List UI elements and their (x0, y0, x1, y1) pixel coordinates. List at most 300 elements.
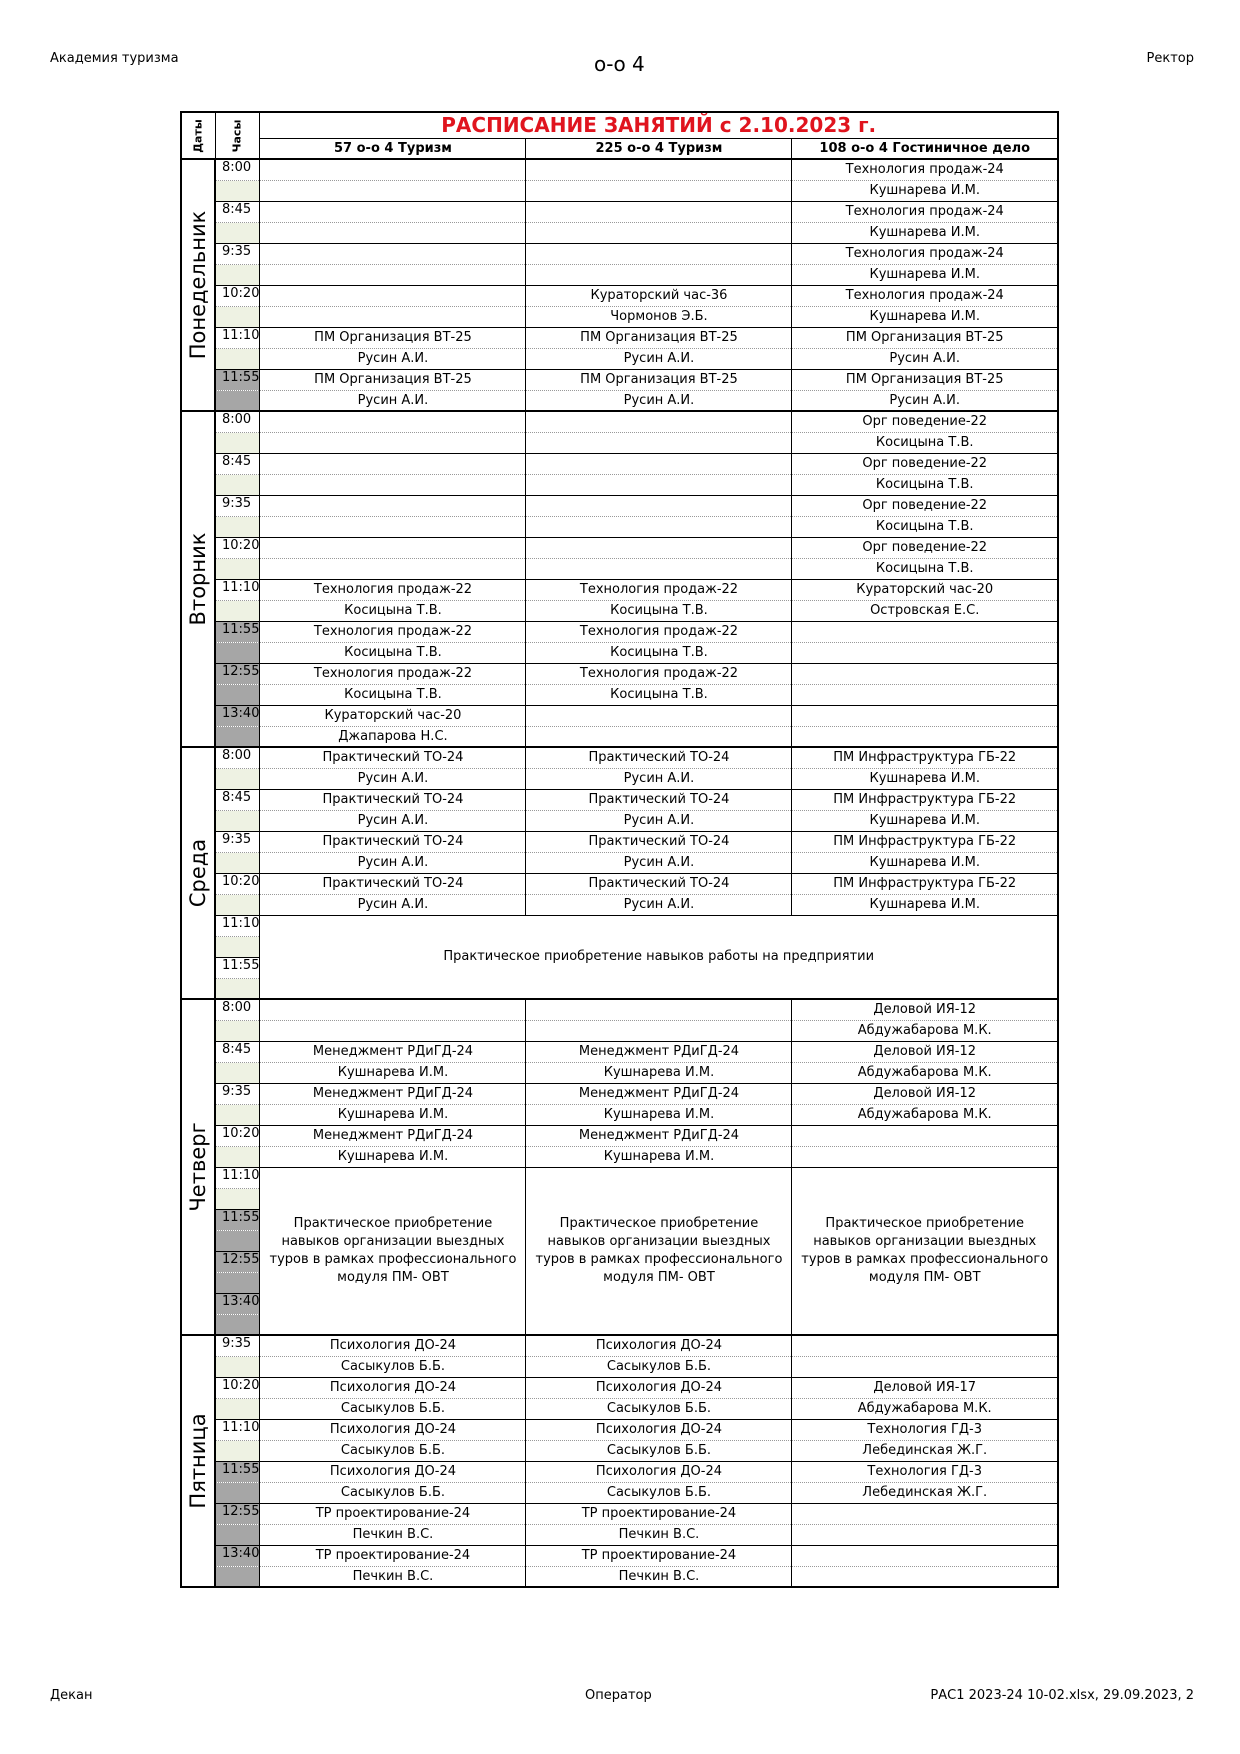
subject-cell (526, 537, 792, 558)
schedule-row (181, 369, 1058, 390)
schedule-row (181, 789, 1058, 810)
time-cell: 12:55 (215, 663, 260, 684)
teacher-cell: Чормонов Э.Б. (526, 306, 792, 327)
subject-cell: Практический ТО-24 (260, 831, 526, 852)
teacher-cell: Абдужабарова М.К. (792, 1398, 1058, 1419)
schedule-row (181, 432, 1058, 453)
time-cell: 11:10 (215, 579, 260, 600)
schedule-row (181, 1104, 1058, 1125)
schedule-row (181, 705, 1058, 726)
day-name: Пятница (186, 1413, 210, 1509)
time-cell-blank (215, 1356, 260, 1377)
time-cell-blank (215, 852, 260, 873)
group-header: 225 о-о 4 Туризм (526, 138, 792, 159)
time-cell: 12:55 (215, 1251, 260, 1272)
time-cell-blank (215, 1566, 260, 1587)
schedule-row (181, 222, 1058, 243)
time-cell-blank (215, 1524, 260, 1545)
time-cell-blank (215, 558, 260, 579)
time-cell: 8:45 (215, 1041, 260, 1062)
teacher-cell: Русин А.И. (792, 348, 1058, 369)
teacher-cell: Косицына Т.В. (526, 600, 792, 621)
time-cell-blank (215, 1062, 260, 1083)
subject-cell: Практический ТО-24 (526, 747, 792, 768)
time-cell-blank (215, 1314, 260, 1335)
schedule-row (181, 1356, 1058, 1377)
teacher-cell: Косицына Т.В. (526, 642, 792, 663)
teacher-cell (526, 264, 792, 285)
teacher-cell (792, 1524, 1058, 1545)
subject-cell: ПМ Организация ВТ-25 (526, 327, 792, 348)
time-cell: 8:00 (215, 999, 260, 1020)
schedule-row (181, 1020, 1058, 1041)
time-cell-blank (215, 810, 260, 831)
subject-cell: Психология ДО-24 (260, 1335, 526, 1356)
time-cell: 9:35 (215, 495, 260, 516)
schedule-row (181, 1125, 1058, 1146)
teacher-cell: Кушнарева И.М. (792, 894, 1058, 915)
time-cell-blank (215, 1398, 260, 1419)
subject-cell (526, 243, 792, 264)
teacher-cell (526, 180, 792, 201)
teacher-cell: Русин А.И. (260, 810, 526, 831)
header-center: о-о 4 (594, 52, 645, 76)
schedule-row (181, 1419, 1058, 1440)
subject-cell: Практический ТО-24 (526, 873, 792, 894)
time-cell-blank (215, 1272, 260, 1293)
schedule-row (181, 516, 1058, 537)
subject-cell: ПМ Инфраструктура ГБ-22 (792, 831, 1058, 852)
time-cell: 10:20 (215, 537, 260, 558)
schedule-row (181, 495, 1058, 516)
teacher-cell (792, 642, 1058, 663)
time-cell: 11:10 (215, 327, 260, 348)
schedule-row (181, 600, 1058, 621)
day-label-cell (181, 411, 215, 747)
header-left: Академия туризма (50, 51, 179, 66)
subject-cell (792, 1335, 1058, 1356)
teacher-cell (260, 432, 526, 453)
subject-cell: ТР проектирование-24 (260, 1545, 526, 1566)
schedule-row (181, 327, 1058, 348)
teacher-cell: Кушнарева И.М. (260, 1104, 526, 1125)
time-cell-blank (215, 264, 260, 285)
merged-activity-cell: Практическое приобретение навыков организации выездных туров в рамках профессионального модуля ПМ- ОВТ (526, 1167, 792, 1335)
footer-left: Декан (50, 1688, 93, 1703)
teacher-cell (526, 222, 792, 243)
teacher-cell: Печкин В.С. (260, 1524, 526, 1545)
time-cell: 11:55 (215, 957, 260, 978)
subject-cell (260, 159, 526, 180)
subject-cell (260, 243, 526, 264)
teacher-cell: Русин А.И. (260, 390, 526, 411)
teacher-cell (260, 306, 526, 327)
teacher-cell: Кушнарева И.М. (526, 1146, 792, 1167)
time-cell-blank (215, 600, 260, 621)
merged-activity-cell: Практическое приобретение навыков организации выездных туров в рамках профессионального модуля ПМ- ОВТ (792, 1167, 1058, 1335)
subject-cell (792, 621, 1058, 642)
time-cell: 8:00 (215, 159, 260, 180)
subject-cell: Кураторский час-20 (260, 705, 526, 726)
time-cell: 13:40 (215, 705, 260, 726)
teacher-cell (260, 474, 526, 495)
teacher-cell: Косицына Т.В. (260, 600, 526, 621)
schedule-row (181, 1524, 1058, 1545)
time-cell-blank (215, 936, 260, 957)
subject-cell: ПМ Организация ВТ-25 (526, 369, 792, 390)
subject-cell: ТР проектирование-24 (526, 1503, 792, 1524)
teacher-cell: Русин А.И. (260, 852, 526, 873)
time-cell: 10:20 (215, 1125, 260, 1146)
day-name: Четверг (186, 1122, 210, 1212)
schedule-row (181, 1503, 1058, 1524)
teacher-cell: Абдужабарова М.К. (792, 1104, 1058, 1125)
teacher-cell: Островская Е.С. (792, 600, 1058, 621)
schedule-row (181, 621, 1058, 642)
schedule-row (181, 1440, 1058, 1461)
subject-cell: Менеджмент РДиГД-24 (526, 1041, 792, 1062)
subject-cell: Деловой ИЯ-12 (792, 1041, 1058, 1062)
time-cell-blank (215, 1230, 260, 1251)
schedule-row (181, 768, 1058, 789)
teacher-cell: Русин А.И. (792, 390, 1058, 411)
time-cell-blank (215, 1020, 260, 1041)
schedule-row (181, 684, 1058, 705)
subject-cell (260, 453, 526, 474)
subject-cell (526, 495, 792, 516)
schedule-row (181, 1545, 1058, 1566)
time-cell-blank (215, 306, 260, 327)
teacher-cell (526, 432, 792, 453)
schedule-row (181, 1377, 1058, 1398)
group-header: 57 о-о 4 Туризм (260, 138, 526, 159)
teacher-cell (526, 558, 792, 579)
subject-cell (526, 453, 792, 474)
subject-cell: Практический ТО-24 (260, 747, 526, 768)
schedule-row (181, 1062, 1058, 1083)
time-cell: 9:35 (215, 243, 260, 264)
teacher-cell (526, 726, 792, 747)
subject-cell: Технология продаж-22 (260, 663, 526, 684)
teacher-cell: Русин А.И. (260, 768, 526, 789)
teacher-cell (260, 516, 526, 537)
schedule-table (180, 111, 1059, 1588)
teacher-cell: Сасыкулов Б.Б. (526, 1356, 792, 1377)
teacher-cell: Кушнарева И.М. (526, 1104, 792, 1125)
group-header: 108 о-о 4 Гостиничное дело (792, 138, 1058, 159)
time-cell-blank (215, 1482, 260, 1503)
subject-cell: ПМ Инфраструктура ГБ-22 (792, 789, 1058, 810)
teacher-cell: Лебединская Ж.Г. (792, 1440, 1058, 1461)
subject-cell (260, 285, 526, 306)
schedule-row (181, 852, 1058, 873)
schedule-row (181, 579, 1058, 600)
day-label-cell (181, 747, 215, 999)
teacher-cell (792, 1146, 1058, 1167)
teacher-cell: Печкин В.С. (260, 1566, 526, 1587)
teacher-cell: Русин А.И. (526, 810, 792, 831)
subject-cell: Технология продаж-24 (792, 159, 1058, 180)
subject-cell: ПМ Инфраструктура ГБ-22 (792, 873, 1058, 894)
day-label-cell (181, 1335, 215, 1587)
teacher-cell: Печкин В.С. (526, 1566, 792, 1587)
teacher-cell: Кушнарева И.М. (260, 1146, 526, 1167)
subject-cell: Технология продаж-24 (792, 285, 1058, 306)
subject-cell (792, 1125, 1058, 1146)
schedule-title: РАСПИСАНИЕ ЗАНЯТИЙ с 2.10.2023 г. (260, 112, 1058, 138)
time-cell-blank (215, 222, 260, 243)
day-name: Понедельник (186, 210, 210, 360)
subject-cell: Практический ТО-24 (526, 831, 792, 852)
schedule-row (181, 915, 1058, 936)
subject-cell: Менеджмент РДиГД-24 (260, 1125, 526, 1146)
schedule-row (181, 243, 1058, 264)
subject-cell: Технология продаж-22 (526, 663, 792, 684)
time-cell-blank (215, 894, 260, 915)
schedule-row (181, 1167, 1058, 1188)
subject-cell (526, 999, 792, 1020)
teacher-cell: Косицына Т.В. (792, 474, 1058, 495)
teacher-cell (792, 1566, 1058, 1587)
subject-cell: Технология продаж-22 (260, 621, 526, 642)
teacher-cell (260, 264, 526, 285)
teacher-cell: Абдужабарова М.К. (792, 1062, 1058, 1083)
teacher-cell (526, 474, 792, 495)
footer-right: РАС1 2023-24 10-02.xlsx, 29.09.2023, 2 (930, 1688, 1194, 1703)
teacher-cell: Косицына Т.В. (526, 684, 792, 705)
teacher-cell: Русин А.И. (526, 852, 792, 873)
schedule-row (181, 894, 1058, 915)
schedule-row (181, 999, 1058, 1020)
teacher-cell: Сасыкулов Б.Б. (260, 1356, 526, 1377)
time-cell: 12:55 (215, 1503, 260, 1524)
subject-cell: ТР проектирование-24 (526, 1545, 792, 1566)
time-cell-blank (215, 1104, 260, 1125)
subject-cell: Технология ГД-3 (792, 1419, 1058, 1440)
schedule-row (181, 537, 1058, 558)
schedule-row (181, 474, 1058, 495)
teacher-cell: Русин А.И. (526, 348, 792, 369)
schedule-row (181, 831, 1058, 852)
subject-cell (260, 495, 526, 516)
schedule-row (181, 747, 1058, 768)
time-cell: 11:10 (215, 915, 260, 936)
schedule-row (181, 1083, 1058, 1104)
schedule-row (181, 663, 1058, 684)
merged-activity-cell: Практическое приобретение навыков работы на предприятии (260, 915, 1058, 999)
subject-cell: Психология ДО-24 (526, 1335, 792, 1356)
footer-center: Оператор (585, 1688, 652, 1703)
subject-cell: Технология продаж-24 (792, 243, 1058, 264)
subject-cell: Технология продаж-22 (260, 579, 526, 600)
teacher-cell: Кушнарева И.М. (792, 810, 1058, 831)
schedule-row (181, 180, 1058, 201)
schedule-row (181, 411, 1058, 432)
schedule-row (181, 1146, 1058, 1167)
teacher-cell: Сасыкулов Б.Б. (526, 1440, 792, 1461)
subject-cell: Орг поведение-22 (792, 537, 1058, 558)
subject-cell (260, 201, 526, 222)
teacher-cell: Кушнарева И.М. (792, 222, 1058, 243)
time-cell: 9:35 (215, 831, 260, 852)
subject-cell: Менеджмент РДиГД-24 (526, 1083, 792, 1104)
time-cell-blank (215, 684, 260, 705)
time-cell-blank (215, 768, 260, 789)
time-cell: 8:00 (215, 747, 260, 768)
time-cell: 9:35 (215, 1083, 260, 1104)
schedule-row (181, 873, 1058, 894)
schedule-row (181, 264, 1058, 285)
subject-cell (792, 1545, 1058, 1566)
time-cell: 8:45 (215, 789, 260, 810)
day-name: Среда (186, 838, 210, 908)
teacher-cell: Сасыкулов Б.Б. (526, 1398, 792, 1419)
subject-cell: Психология ДО-24 (526, 1419, 792, 1440)
subject-cell: ТР проектирование-24 (260, 1503, 526, 1524)
schedule-row (181, 558, 1058, 579)
time-cell: 11:55 (215, 1461, 260, 1482)
subject-cell: Психология ДО-24 (260, 1419, 526, 1440)
subject-cell (260, 537, 526, 558)
schedule-row (181, 159, 1058, 180)
teacher-cell: Сасыкулов Б.Б. (260, 1440, 526, 1461)
time-cell-blank (215, 474, 260, 495)
subject-cell: ПМ Инфраструктура ГБ-22 (792, 747, 1058, 768)
column-header-dates: Даты (181, 112, 215, 159)
day-label-cell (181, 999, 215, 1335)
subject-cell: Практический ТО-24 (526, 789, 792, 810)
teacher-cell: Сасыкулов Б.Б. (260, 1482, 526, 1503)
subject-cell: Кураторский час-20 (792, 579, 1058, 600)
time-cell: 8:00 (215, 411, 260, 432)
subject-cell (792, 705, 1058, 726)
time-cell: 9:35 (215, 1335, 260, 1356)
subject-cell: Практический ТО-24 (260, 789, 526, 810)
teacher-cell: Джапарова Н.С. (260, 726, 526, 747)
teacher-cell: Русин А.И. (260, 894, 526, 915)
time-cell: 10:20 (215, 1377, 260, 1398)
time-cell-blank (215, 432, 260, 453)
teacher-cell: Сасыкулов Б.Б. (526, 1482, 792, 1503)
subject-cell: Менеджмент РДиГД-24 (526, 1125, 792, 1146)
subject-cell (260, 999, 526, 1020)
teacher-cell: Кушнарева И.М. (526, 1062, 792, 1083)
subject-cell: Психология ДО-24 (260, 1461, 526, 1482)
subject-cell: Орг поведение-22 (792, 411, 1058, 432)
teacher-cell (526, 1020, 792, 1041)
subject-cell: Кураторский час-36 (526, 285, 792, 306)
subject-cell: Деловой ИЯ-12 (792, 1083, 1058, 1104)
schedule-row (181, 726, 1058, 747)
schedule-row (181, 1041, 1058, 1062)
schedule-row (181, 1398, 1058, 1419)
subject-cell: Психология ДО-24 (526, 1377, 792, 1398)
time-cell: 8:45 (215, 453, 260, 474)
subject-cell (260, 411, 526, 432)
time-cell: 11:55 (215, 621, 260, 642)
time-cell-blank (215, 978, 260, 999)
teacher-cell: Русин А.И. (526, 768, 792, 789)
subject-cell (526, 705, 792, 726)
teacher-cell: Косицына Т.В. (792, 558, 1058, 579)
subject-cell: Менеджмент РДиГД-24 (260, 1083, 526, 1104)
schedule-row (181, 1461, 1058, 1482)
time-cell-blank (215, 1188, 260, 1209)
schedule-row (181, 390, 1058, 411)
schedule-row (181, 1482, 1058, 1503)
schedule-row (181, 1335, 1058, 1356)
time-cell: 11:10 (215, 1167, 260, 1188)
time-cell-blank (215, 516, 260, 537)
day-name: Вторник (186, 532, 210, 626)
subject-cell: Менеджмент РДиГД-24 (260, 1041, 526, 1062)
time-cell: 8:45 (215, 201, 260, 222)
teacher-cell: Сасыкулов Б.Б. (260, 1398, 526, 1419)
subject-cell: ПМ Организация ВТ-25 (792, 369, 1058, 390)
schedule-row (181, 348, 1058, 369)
subject-cell: Орг поведение-22 (792, 495, 1058, 516)
teacher-cell (792, 1356, 1058, 1377)
time-cell-blank (215, 180, 260, 201)
subject-cell (526, 159, 792, 180)
time-cell-blank (215, 1146, 260, 1167)
time-cell: 10:20 (215, 285, 260, 306)
teacher-cell: Русин А.И. (260, 348, 526, 369)
teacher-cell: Кушнарева И.М. (792, 852, 1058, 873)
schedule-row (181, 1566, 1058, 1587)
subject-cell: Технология ГД-3 (792, 1461, 1058, 1482)
schedule-row (181, 306, 1058, 327)
teacher-cell: Кушнарева И.М. (792, 264, 1058, 285)
subject-cell: ПМ Организация ВТ-25 (792, 327, 1058, 348)
subject-cell (526, 201, 792, 222)
teacher-cell: Лебединская Ж.Г. (792, 1482, 1058, 1503)
teacher-cell: Кушнарева И.М. (792, 180, 1058, 201)
subject-cell: Технология продаж-24 (792, 201, 1058, 222)
time-cell: 10:20 (215, 873, 260, 894)
teacher-cell (792, 726, 1058, 747)
subject-cell (792, 1503, 1058, 1524)
subject-cell: Орг поведение-22 (792, 453, 1058, 474)
teacher-cell: Косицына Т.В. (792, 432, 1058, 453)
subject-cell (526, 411, 792, 432)
time-cell-blank (215, 348, 260, 369)
subject-cell: Психология ДО-24 (260, 1377, 526, 1398)
subject-cell (792, 663, 1058, 684)
subject-cell: Технология продаж-22 (526, 621, 792, 642)
teacher-cell: Русин А.И. (526, 894, 792, 915)
schedule-row (181, 453, 1058, 474)
header-right: Ректор (1146, 51, 1194, 66)
teacher-cell (792, 684, 1058, 705)
schedule-row (181, 201, 1058, 222)
teacher-cell: Абдужабарова М.К. (792, 1020, 1058, 1041)
subject-cell: Технология продаж-22 (526, 579, 792, 600)
subject-cell: Деловой ИЯ-12 (792, 999, 1058, 1020)
subject-cell: ПМ Организация ВТ-25 (260, 369, 526, 390)
teacher-cell (260, 222, 526, 243)
merged-activity-cell: Практическое приобретение навыков организации выездных туров в рамках профессионального модуля ПМ- ОВТ (260, 1167, 526, 1335)
teacher-cell: Русин А.И. (526, 390, 792, 411)
time-cell-blank (215, 642, 260, 663)
subject-cell: Практический ТО-24 (260, 873, 526, 894)
schedule-row (181, 285, 1058, 306)
day-label-cell (181, 159, 215, 411)
time-cell: 11:55 (215, 369, 260, 390)
subject-cell: Деловой ИЯ-17 (792, 1377, 1058, 1398)
time-cell: 11:10 (215, 1419, 260, 1440)
teacher-cell: Косицына Т.В. (792, 516, 1058, 537)
